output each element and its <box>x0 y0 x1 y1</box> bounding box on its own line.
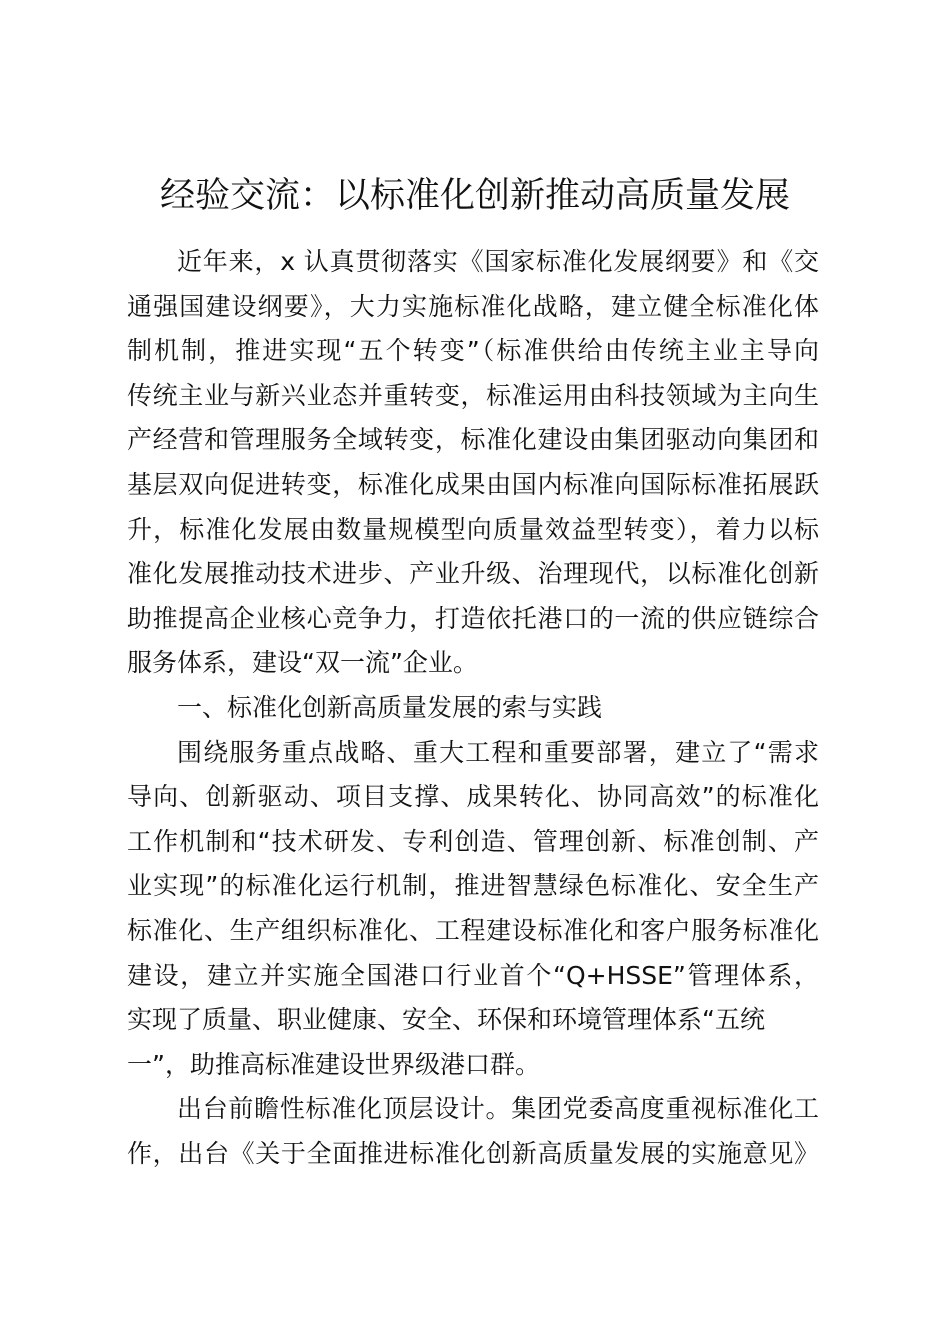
text-line: 产经营和管理服务全域转变，标准化建设由集团驱动向集团和 <box>127 425 819 455</box>
text-line: 出台前瞻性标准化顶层设计。集团党委高度重视标准化工 <box>177 1094 819 1124</box>
text-line: 准化发展推动技术进步、产业升级、治理现代，以标准化创新 <box>127 559 819 589</box>
text-line: 传统主业与新兴业态并重转变，标准运用由科技领域为主向生 <box>127 380 819 410</box>
text-line: 基层双向促进转变，标准化成果由国内标准向国际标准拓展跃 <box>127 469 819 499</box>
text-line: 助推提高企业核心竞争力，打造依托港口的一流的供应链综合 <box>127 603 819 633</box>
text-line: 一”，助推高标准建设世界级港口群。 <box>127 1049 540 1079</box>
text-line: 实现了质量、职业健康、安全、环保和环境管理体系“五统 <box>127 1005 765 1035</box>
text-line: 建设，建立并实施全国港口行业首个“Q+HSSE”管理体系， <box>127 960 819 990</box>
document-title: 经验交流：以标准化创新推动高质量发展 <box>159 176 790 216</box>
text-line: 作，出台《关于全面推进标准化创新高质量发展的实施意见》 <box>127 1138 819 1168</box>
text-line: 业实现”的标准化运行机制，推进智慧绿色标准化、安全生产 <box>127 871 819 901</box>
text-line: 通强国建设纲要》，大力实施标准化战略，建立健全标准化体 <box>127 291 819 321</box>
text-line: 导向、创新驱动、项目支撑、成果转化、协同高效”的标准化 <box>127 782 819 812</box>
text-line: 服务体系，建设“双一流”企业。 <box>127 648 478 678</box>
text-line: 工作机制和“技术研发、专利创造、管理创新、标准创制、产 <box>127 826 819 856</box>
text-line: 升，标准化发展由数量规模型向质量效益型转变），着力以标 <box>127 514 819 544</box>
text-line: 近年来，x 认真贯彻落实《国家标准化发展纲要》和《交 <box>177 247 819 276</box>
text-line: 制机制，推进实现“五个转变”（标准供给由传统主业主导向 <box>127 336 819 366</box>
text-line: 围绕服务重点战略、重大工程和重要部署，建立了“需求 <box>177 737 819 767</box>
document-body <box>127 240 819 1176</box>
text-line: 一、标准化创新高质量发展的索与实践 <box>177 692 603 722</box>
text-line: 标准化、生产组织标准化、工程建设标准化和客户服务标准化 <box>127 915 819 945</box>
